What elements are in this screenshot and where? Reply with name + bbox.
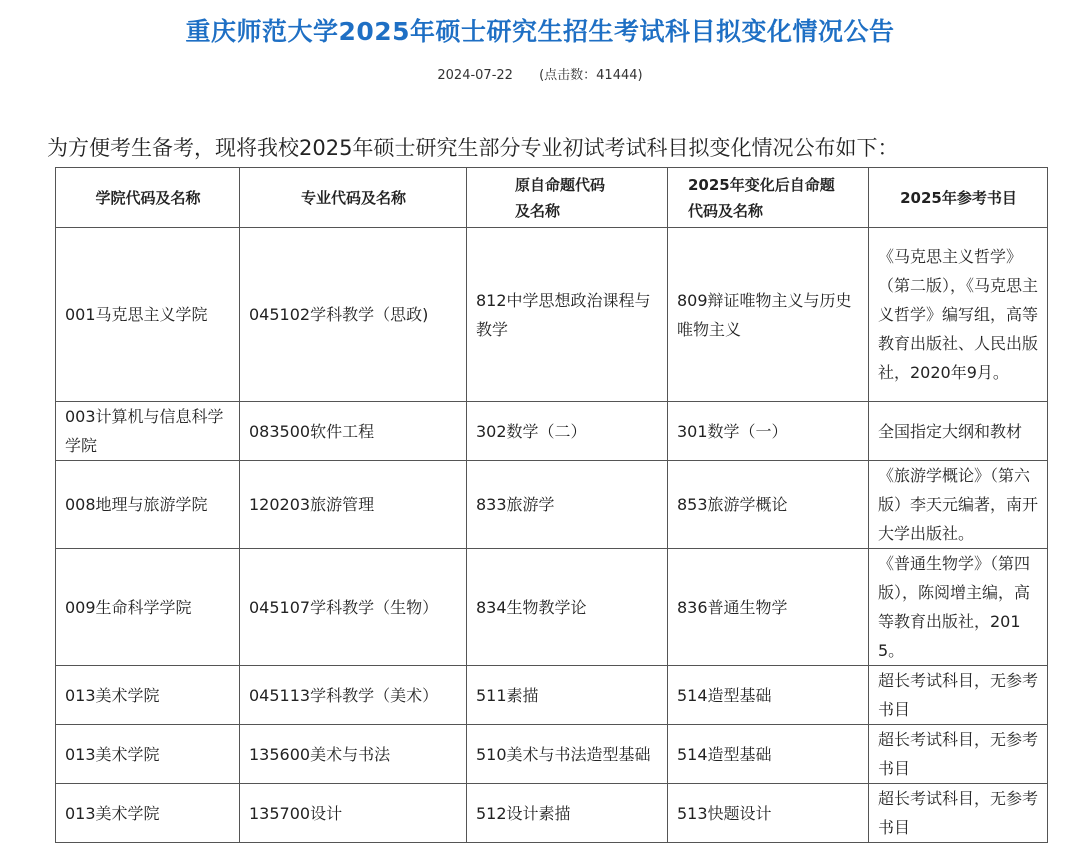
cell-changed-subject: 514造型基础 [668,725,869,784]
cell-original-subject: 834生物教学论 [467,549,668,666]
cell-reference-books: 《旅游学概论》（第六版）李天元编著，南开大学出版社。 [869,461,1048,549]
cell-original-subject: 510美术与书法造型基础 [467,725,668,784]
cell-college: 013美术学院 [56,784,240,843]
cell-reference-books: 《马克思主义哲学》（第二版），《马克思主义哲学》编写组，高等教育出版社、人民出版社，2020年9月。 [869,228,1048,402]
cell-original-subject: 302数学（二） [467,402,668,461]
header-original-line1: 原自命题代码 [515,175,606,194]
cell-reference-books: 超长考试科目，无参考书目 [869,725,1048,784]
cell-major: 135600美术与书法 [240,725,467,784]
cell-original-subject: 812中学思想政治课程与教学 [467,228,668,402]
publish-date: 2024-07-22 [437,68,513,83]
cell-major: 045102学科教学（思政) [240,228,467,402]
cell-reference-books: 全国指定大纲和教材 [869,402,1048,461]
cell-changed-subject: 853旅游学概论 [668,461,869,549]
cell-changed-subject: 301数学（一） [668,402,869,461]
cell-college: 008地理与旅游学院 [56,461,240,549]
header-college: 学院代码及名称 [56,168,240,228]
cell-college: 013美术学院 [56,725,240,784]
header-original-line2: 及名称 [515,201,561,220]
header-changed-subject [668,168,869,228]
cell-reference-books: 《普通生物学》（第四版），陈阅增主编，高等教育出版社，2015。 [869,549,1048,666]
cell-reference-books: 超长考试科目，无参考书目 [869,784,1048,843]
cell-original-subject: 511素描 [467,666,668,725]
table-row [56,402,1048,461]
table-row [56,461,1048,549]
table-row [56,549,1048,666]
table-row [56,725,1048,784]
table-header-row [56,168,1048,228]
page-title: 重庆师范大学2025年硕士研究生招生考试科目拟变化情况公告 [185,17,895,46]
intro-paragraph: 为方便考生备考，现将我校2025年硕士研究生部分专业初试考试科目拟变化情况公布如下： [47,136,899,160]
cell-major: 120203旅游管理 [240,461,467,549]
header-reference-books: 2025年参考书目 [869,168,1048,228]
cell-college: 013美术学院 [56,666,240,725]
cell-college: 001马克思主义学院 [56,228,240,402]
header-original-subject [467,168,668,228]
cell-changed-subject: 514造型基础 [668,666,869,725]
cell-college: 003计算机与信息科学学院 [56,402,240,461]
cell-reference-books: 超长考试科目，无参考书目 [869,666,1048,725]
header-changed-line1: 2025年变化后自命题 [688,175,835,194]
cell-major: 045113学科教学（美术） [240,666,467,725]
cell-changed-subject: 513快题设计 [668,784,869,843]
subject-change-table [55,167,1048,843]
table-row [56,784,1048,843]
cell-college: 009生命科学学院 [56,549,240,666]
click-count: (点击数：41444) [539,68,643,83]
cell-major: 045107学科教学（生物） [240,549,467,666]
header-changed-line2: 代码及名称 [688,201,764,220]
cell-major: 135700设计 [240,784,467,843]
header-major: 专业代码及名称 [240,168,467,228]
article-meta [0,64,1080,83]
cell-original-subject: 512设计素描 [467,784,668,843]
cell-original-subject: 833旅游学 [467,461,668,549]
cell-changed-subject: 836普通生物学 [668,549,869,666]
table-row [56,666,1048,725]
table-row [56,228,1048,402]
cell-major: 083500软件工程 [240,402,467,461]
cell-changed-subject: 809辩证唯物主义与历史唯物主义 [668,228,869,402]
